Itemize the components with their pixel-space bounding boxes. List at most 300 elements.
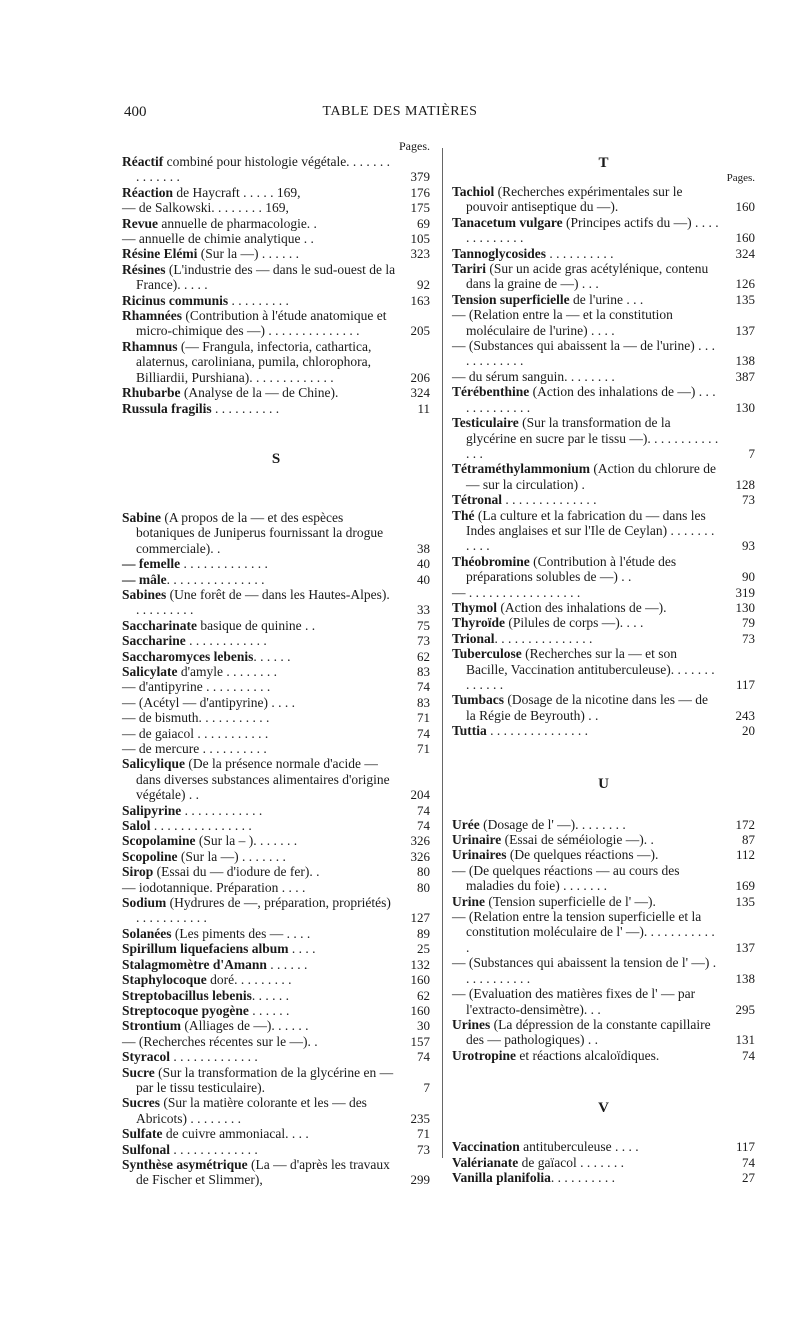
entry-term: Urotropine bbox=[452, 1047, 516, 1063]
entry-page-number: 299 bbox=[410, 1172, 430, 1188]
entry-page-number: 20 bbox=[742, 723, 755, 739]
index-entry bbox=[452, 817, 755, 832]
entry-text: (Sur la matière colorante et les — des Abricots) . . . . . . . . bbox=[136, 1095, 367, 1126]
entry-text: . . . . . . . . . . . . . bbox=[170, 1141, 258, 1157]
entry-page-number: 135 bbox=[735, 291, 755, 307]
entry-text: — iodotannique. Préparation . . . . bbox=[122, 879, 306, 895]
index-entry bbox=[452, 292, 755, 307]
entry-text: . . . . . . bbox=[248, 1002, 290, 1018]
index-entry bbox=[122, 1142, 430, 1157]
index-entry bbox=[122, 154, 430, 185]
entry-term: Tuttia bbox=[452, 723, 487, 739]
entry-text: . . . . . . . . . . . . . . . bbox=[166, 571, 265, 587]
entry-page-number: 33 bbox=[417, 602, 430, 618]
entry-term: Solanées bbox=[122, 925, 172, 941]
entry-term: Résine Elémi bbox=[122, 246, 198, 262]
entry-term: Réactif bbox=[122, 154, 164, 169]
entry-text: (Action des inhalations de —) . . . . . . . . . . . . . bbox=[466, 384, 716, 415]
index-entry bbox=[452, 1155, 755, 1170]
entry-text: de gaïacol . . . . . . . bbox=[518, 1154, 624, 1170]
running-title: TABLE DES MATIÈRES bbox=[322, 104, 478, 119]
entry-term: Synthèse asymétrique bbox=[122, 1156, 248, 1172]
entry-text: (Essai du — d'iodure de fer). . bbox=[153, 864, 320, 880]
entry-text: . . . . . . . . . . . . . . . bbox=[494, 630, 593, 646]
entry-text: (De quelques réactions —). bbox=[506, 847, 659, 863]
entry-text: doré. . . . . . . . . bbox=[206, 972, 292, 988]
entry-page-number: 324 bbox=[410, 385, 430, 401]
entry-page-number: 137 bbox=[735, 939, 755, 955]
index-entry bbox=[122, 572, 430, 587]
entry-page-number: 132 bbox=[410, 956, 430, 972]
index-entry bbox=[122, 664, 430, 679]
entry-term: Sulfate bbox=[122, 1126, 163, 1142]
entry-term: Sucres bbox=[122, 1095, 161, 1111]
entry-text: — d'antipyrine . . . . . . . . . . bbox=[122, 679, 271, 695]
entry-page-number: 319 bbox=[735, 584, 755, 600]
index-entry bbox=[122, 1049, 430, 1064]
entry-text: (Alliages de —). . . . . . bbox=[181, 1018, 309, 1034]
entry-term: Trional bbox=[452, 630, 495, 646]
entry-term: Tannoglycosides bbox=[452, 245, 547, 261]
index-entry bbox=[122, 957, 430, 972]
entry-text: (Pilules de corps —). . . . bbox=[505, 615, 644, 631]
entry-term: Sabine bbox=[122, 509, 162, 525]
entry-page-number: 138 bbox=[735, 970, 755, 986]
index-entry bbox=[122, 1003, 430, 1018]
entry-page-number: 235 bbox=[410, 1110, 430, 1126]
entry-term: Sulfonal bbox=[122, 1141, 171, 1157]
entry-text: . . . . . . . . . . . . . bbox=[180, 556, 268, 572]
entry-term: Streptocoque pyogène bbox=[122, 1002, 249, 1018]
index-entry bbox=[122, 988, 430, 1003]
entry-page-number: 90 bbox=[742, 569, 755, 585]
entry-page-number: 83 bbox=[417, 663, 430, 679]
index-entry bbox=[452, 646, 755, 692]
entry-term: — femelle bbox=[122, 556, 181, 572]
entry-text: de cuivre ammoniacal. . . . bbox=[162, 1126, 309, 1142]
entry-page-number: 74 bbox=[417, 818, 430, 834]
entry-text: . . . . . . . . . . . . . . bbox=[502, 492, 597, 508]
index-entry bbox=[452, 184, 755, 215]
entry-term: Styracol bbox=[122, 1049, 170, 1065]
index-entry bbox=[122, 864, 430, 879]
entry-text: . . . . . . . . . . . . bbox=[185, 633, 267, 649]
entry-text: — de gaiacol . . . . . . . . . . . bbox=[122, 725, 269, 741]
index-entry bbox=[122, 926, 430, 941]
entry-page-number: 169 bbox=[735, 878, 755, 894]
running-header bbox=[0, 104, 800, 124]
entry-text: — . . . . . . . . . . . . . . . . . bbox=[452, 584, 581, 600]
entry-term: Saccharomyces lebenis bbox=[122, 648, 254, 664]
entry-text: (L'industrie des — dans le sud-ouest de la France). . . . . bbox=[136, 261, 396, 293]
index-entry bbox=[122, 895, 430, 926]
index-entry bbox=[452, 215, 755, 246]
entry-text: . . . . . . bbox=[253, 648, 291, 664]
index-entry bbox=[122, 710, 430, 725]
entry-page-number: 160 bbox=[410, 972, 430, 988]
entry-page-number: 11 bbox=[417, 400, 430, 416]
entry-page-number: 38 bbox=[417, 540, 430, 556]
entry-page-number: 80 bbox=[417, 864, 430, 880]
entry-term: Scopolamine bbox=[122, 833, 196, 849]
entry-text: (La dépression de la constante capillaire des — pathologiques) . . bbox=[466, 1016, 711, 1048]
entry-term: Tumbacs bbox=[452, 692, 505, 708]
index-entry bbox=[122, 401, 430, 416]
index-entry bbox=[452, 246, 755, 261]
entry-text: . . . . . . . . . . bbox=[211, 400, 280, 416]
s-entries bbox=[122, 510, 430, 1188]
entry-text: (— Frangula, infectoria, cathartica, alaternus, caroliniana, pumila, chlorophora, Billiardii, Purshiana). . . . . . . . . . . . . bbox=[136, 338, 372, 385]
index-entry bbox=[122, 941, 430, 956]
entry-page-number: 160 bbox=[735, 199, 755, 215]
entry-text: (Action du chlorure de — sur la circulation) . bbox=[466, 461, 716, 492]
pages-label-right: Pages. bbox=[726, 172, 755, 184]
entry-page-number: 30 bbox=[417, 1018, 430, 1034]
entry-page-number: 243 bbox=[735, 707, 755, 723]
entry-page-number: 326 bbox=[410, 833, 430, 849]
entry-text: — (Relation entre la tension superficielle et la constitution moléculaire de l' —). . . . . . . . . . . . bbox=[452, 909, 715, 955]
index-entry bbox=[122, 818, 430, 833]
t-entries bbox=[452, 184, 755, 739]
index-entry bbox=[122, 633, 430, 648]
entry-term: Rhamnus bbox=[122, 338, 178, 354]
entry-page-number: 160 bbox=[410, 1002, 430, 1018]
entry-page-number: 62 bbox=[417, 648, 430, 664]
entry-page-number: 71 bbox=[417, 741, 430, 756]
entry-page-number: 74 bbox=[417, 725, 430, 741]
entry-term: Vanilla planifolia bbox=[452, 1169, 551, 1185]
index-entry bbox=[452, 986, 755, 1017]
index-entry bbox=[452, 894, 755, 909]
index-entry bbox=[122, 741, 430, 756]
index-entry bbox=[452, 832, 755, 847]
index-entry bbox=[122, 200, 430, 215]
r-entries bbox=[122, 154, 430, 416]
entry-text: (La culture et la fabrication du — dans les Indes anglaises et sur l'Ile de Ceylan) . . . . . . . . . . . bbox=[466, 507, 715, 554]
entry-page-number: 73 bbox=[742, 492, 755, 508]
entry-page-number: 135 bbox=[735, 893, 755, 909]
index-entry bbox=[122, 972, 430, 987]
u-entries bbox=[452, 817, 755, 1064]
index-entry bbox=[452, 585, 755, 600]
entry-term: Salicylate bbox=[122, 663, 178, 679]
entry-term: Térébenthine bbox=[452, 384, 530, 400]
index-entry bbox=[122, 1157, 430, 1188]
entry-page-number: 175 bbox=[410, 200, 430, 216]
index-entry bbox=[452, 554, 755, 585]
entry-text: — (Recherches récentes sur le —). . bbox=[122, 1033, 318, 1049]
entry-page-number: 204 bbox=[410, 787, 430, 803]
entry-term: Russula fragilis bbox=[122, 400, 212, 416]
entry-term: Théobromine bbox=[452, 553, 530, 569]
index-entry bbox=[452, 1017, 755, 1048]
entry-page-number: 138 bbox=[735, 353, 755, 369]
index-entry bbox=[122, 880, 430, 895]
index-entry bbox=[452, 1048, 755, 1063]
entry-term: Réaction bbox=[122, 184, 173, 200]
entry-text: (Action des inhalations de —). bbox=[497, 599, 667, 615]
entry-text: basique de quinine . . bbox=[197, 617, 316, 633]
entry-page-number: 205 bbox=[410, 323, 430, 339]
entry-text: . . . . . . . . . . . . . . . bbox=[486, 723, 589, 739]
entry-page-number: 73 bbox=[742, 630, 755, 646]
entry-text: (Les piments des — . . . . bbox=[171, 925, 311, 941]
entry-page-number: 323 bbox=[410, 246, 430, 262]
entry-page-number: 74 bbox=[417, 1049, 430, 1065]
entry-text: d'amyle . . . . . . . . bbox=[177, 663, 278, 679]
entry-text: (Hydrures de —, préparation, propriétés) . . . . . . . . . . . bbox=[136, 895, 391, 926]
entry-term: Urines bbox=[452, 1016, 491, 1032]
entry-text: (Sur la – ). . . . . . . bbox=[195, 833, 298, 849]
index-entry bbox=[122, 185, 430, 200]
entry-term: Tachiol bbox=[452, 184, 495, 199]
index-entry bbox=[452, 863, 755, 894]
index-entry bbox=[452, 415, 755, 461]
entry-text: — de bismuth. . . . . . . . . . . bbox=[122, 710, 270, 726]
entry-term: Tuberculose bbox=[452, 646, 522, 662]
entry-text: — (Evaluation des matières fixes de l' — par l'extracto-densimètre). . . bbox=[452, 986, 696, 1017]
index-entry bbox=[122, 385, 430, 400]
entry-page-number: 128 bbox=[735, 476, 755, 492]
entry-page-number: 324 bbox=[735, 245, 755, 261]
entry-term: Salicylique bbox=[122, 756, 186, 772]
entry-term: Ricinus communis bbox=[122, 292, 229, 308]
entry-text: — (Acétyl — d'antipyrine) . . . . bbox=[122, 694, 296, 710]
index-entry bbox=[122, 339, 430, 385]
entry-page-number: 40 bbox=[417, 556, 430, 572]
entry-text: . . . . . . . . . . . . . . . bbox=[150, 818, 252, 834]
entry-text: — annuelle de chimie analytique . . bbox=[122, 231, 314, 247]
pages-label: Pages. bbox=[399, 139, 430, 153]
entry-text: (Une forêt de — dans les Hautes-Alpes). . . . . . . . . . bbox=[136, 586, 390, 618]
index-entry bbox=[122, 556, 430, 571]
entry-term: Urée bbox=[452, 816, 480, 832]
entry-text: — (Substances qui abaissent la tension de l' —) . . . . . . . . . . . bbox=[452, 955, 717, 986]
entry-text: — (Substances qui abaissent la — de l'urine) . . . . . . . . . . . . bbox=[452, 338, 715, 369]
index-entry bbox=[452, 615, 755, 630]
index-entry bbox=[122, 1126, 430, 1141]
entry-page-number: 157 bbox=[410, 1033, 430, 1049]
entry-text: (Sur un acide gras acétylénique, contenu dans la graine de —) . . . bbox=[466, 261, 709, 292]
entry-page-number: 127 bbox=[410, 910, 430, 926]
entry-term: Tétronal bbox=[452, 492, 502, 508]
index-entry bbox=[122, 849, 430, 864]
entry-text: annuelle de pharmacologie. . bbox=[158, 215, 317, 231]
entry-term: Stalagmomètre d'Amann bbox=[122, 956, 267, 972]
index-entry bbox=[122, 833, 430, 848]
index-entry bbox=[122, 246, 430, 261]
entry-page-number: 160 bbox=[735, 230, 755, 246]
index-entry bbox=[122, 726, 430, 741]
index-entry bbox=[122, 262, 430, 293]
entry-text: . . . . . . . . . . bbox=[550, 1169, 616, 1185]
entry-page-number: 137 bbox=[735, 322, 755, 338]
entry-text: et réactions alcaloïdiques. bbox=[516, 1047, 660, 1063]
entry-page-number: 7 bbox=[423, 1079, 430, 1095]
entry-text: (Dosage de la nicotine dans les — de la Régie de Beyrouth) . . bbox=[466, 692, 708, 723]
entry-text: (Analyse de la — de Chine). bbox=[180, 385, 339, 401]
entry-text: (Sur la transformation de la glycérine en — par le tissu testiculaire). bbox=[136, 1064, 394, 1095]
index-entry bbox=[452, 492, 755, 507]
entry-text: (Recherches expérimentales sur le pouvoir antiseptique du —). bbox=[466, 184, 683, 215]
index-entry bbox=[122, 1018, 430, 1033]
right-column bbox=[452, 138, 755, 1185]
page-number: 400 bbox=[124, 104, 147, 120]
index-entry bbox=[122, 231, 430, 246]
left-column bbox=[122, 138, 430, 1188]
entry-page-number: 131 bbox=[735, 1032, 755, 1048]
entry-text: (Sur la transformation de la glycérine en sucre par le tissu —). . . . . . . . . . . . . . bbox=[466, 415, 719, 461]
entry-text: (De la présence normale d'acide — dans diverses substances alimentaires d'origine végétale) . . bbox=[136, 756, 390, 803]
entry-page-number: 25 bbox=[417, 941, 430, 957]
index-entry bbox=[122, 293, 430, 308]
entry-text: — du sérum sanguin. . . . . . . . bbox=[452, 368, 615, 384]
entry-text: (Sur la —) . . . . . . bbox=[197, 246, 299, 262]
entry-page-number: 71 bbox=[417, 1126, 430, 1142]
entry-text: . . . . bbox=[288, 941, 316, 957]
entry-text: de l'urine . . . bbox=[569, 291, 644, 307]
index-entry bbox=[122, 679, 430, 694]
entry-text: (Essai de séméiologie —). . bbox=[501, 832, 654, 848]
entry-page-number: 172 bbox=[735, 816, 755, 832]
entry-page-number: 387 bbox=[735, 368, 755, 384]
entry-page-number: 69 bbox=[417, 215, 430, 231]
entry-text: (La — d'après les travaux de Fischer et Slimmer), bbox=[136, 1156, 390, 1188]
index-entry bbox=[122, 695, 430, 710]
entry-page-number: 89 bbox=[417, 925, 430, 941]
entry-page-number: 92 bbox=[417, 277, 430, 293]
index-entry bbox=[122, 510, 430, 556]
entry-page-number: 117 bbox=[735, 1139, 755, 1155]
index-entry bbox=[452, 307, 755, 338]
entry-text: combiné pour histologie végétale. . . . . . . . . . . . . . bbox=[136, 154, 391, 185]
column-divider bbox=[442, 148, 443, 1158]
entry-page-number: 74 bbox=[742, 1154, 755, 1170]
entry-term: Sirop bbox=[122, 864, 154, 880]
entry-term: Urinaire bbox=[452, 832, 502, 848]
entry-term: Saccharinate bbox=[122, 617, 197, 633]
entry-text: (Principes actifs du —) . . . . . . . . . . . . . bbox=[466, 214, 719, 246]
entry-page-number: 83 bbox=[417, 694, 430, 710]
entry-page-number: 79 bbox=[742, 615, 755, 631]
entry-page-number: 326 bbox=[410, 848, 430, 864]
index-entry bbox=[452, 338, 755, 369]
index-entry bbox=[452, 631, 755, 646]
entry-page-number: 74 bbox=[417, 679, 430, 695]
entry-term: Résines bbox=[122, 261, 166, 277]
entry-term: Saccharine bbox=[122, 633, 186, 649]
index-entry bbox=[122, 308, 430, 339]
entry-term: Staphylocoque bbox=[122, 972, 207, 988]
entry-text: (Contribution à l'étude anatomique et micro-chimique des —) . . . . . . . . . . . . . . bbox=[136, 308, 387, 339]
entry-page-number: 130 bbox=[735, 599, 755, 615]
index-entry bbox=[122, 1065, 430, 1096]
section-letter-v: V bbox=[598, 1100, 609, 1117]
entry-term: Valérianate bbox=[452, 1154, 519, 1170]
index-entry bbox=[452, 692, 755, 723]
entry-page-number: 93 bbox=[742, 538, 755, 554]
entry-text: (Contribution à l'étude des préparations solubles de —) . . bbox=[466, 553, 677, 585]
index-entry bbox=[452, 1170, 755, 1185]
entry-page-number: 130 bbox=[735, 399, 755, 415]
entry-term: Revue bbox=[122, 215, 158, 231]
entry-term: Tariri bbox=[452, 261, 487, 277]
entry-page-number: 40 bbox=[417, 571, 430, 587]
index-entry bbox=[122, 803, 430, 818]
entry-term: Tétraméthylammonium bbox=[452, 461, 590, 477]
entry-page-number: 117 bbox=[735, 677, 755, 692]
entry-term: Tanacetum vulgare bbox=[452, 214, 563, 230]
entry-term: Salipyrine bbox=[122, 802, 182, 818]
entry-page-number: 176 bbox=[410, 184, 430, 200]
index-entry bbox=[122, 618, 430, 633]
entry-page-number: 105 bbox=[410, 231, 430, 247]
index-entry bbox=[452, 847, 755, 862]
index-entry bbox=[452, 1139, 755, 1154]
index-entry bbox=[452, 369, 755, 384]
entry-text: — de mercure . . . . . . . . . . bbox=[122, 741, 267, 756]
entry-text: (Recherches sur la — et son Bacille, Vaccination antituberculeuse). . . . . . . . . . . . . bbox=[466, 646, 715, 692]
entry-term: Urinaires bbox=[452, 847, 507, 863]
index-entry bbox=[452, 723, 755, 738]
entry-text: de Haycraft . . . . . 169, bbox=[173, 184, 301, 200]
entry-page-number: 71 bbox=[417, 710, 430, 726]
entry-page-number: 379 bbox=[410, 169, 430, 185]
entry-page-number: 73 bbox=[417, 1141, 430, 1157]
section-letter-t: T bbox=[598, 155, 609, 171]
section-letter-u: U bbox=[598, 775, 609, 792]
entry-text: (Dosage de l' —). . . . . . . . bbox=[479, 816, 626, 832]
index-entry bbox=[452, 384, 755, 415]
entry-text: . . . . . . . . . . . . . bbox=[170, 1049, 258, 1065]
entry-page-number: 163 bbox=[410, 292, 430, 308]
entry-term: Strontium bbox=[122, 1018, 182, 1034]
entry-text: . . . . . . bbox=[251, 987, 290, 1003]
v-entries bbox=[452, 1139, 755, 1185]
entry-term: Rhamnées bbox=[122, 308, 182, 324]
entry-term: Urine bbox=[452, 893, 485, 909]
entry-page-number: 112 bbox=[735, 847, 755, 863]
entry-text: (A propos de la — et des espèces botaniques de Juniperus fournissant la drogue commerciale). . bbox=[136, 509, 384, 556]
entry-text: . . . . . . bbox=[266, 956, 308, 972]
entry-text: — (Relation entre la — et la constitution moléculaire de l'urine) . . . . bbox=[452, 307, 673, 338]
entry-text: (Sur la —) . . . . . . . bbox=[177, 848, 286, 864]
index-entry bbox=[122, 1034, 430, 1049]
entry-term: Spirillum liquefaciens album bbox=[122, 941, 289, 957]
entry-text: — (De quelques réactions — au cours des maladies du foie) . . . . . . . bbox=[452, 862, 680, 894]
entry-term: Thymol bbox=[452, 599, 498, 615]
entry-term: Salol bbox=[122, 818, 151, 834]
section-letter-s: S bbox=[271, 450, 281, 467]
index-entry bbox=[452, 461, 755, 492]
entry-term: — mâle bbox=[122, 571, 167, 587]
entry-term: Sucre bbox=[122, 1064, 155, 1080]
entry-page-number: 7 bbox=[748, 445, 755, 461]
entry-page-number: 87 bbox=[742, 832, 755, 848]
entry-text: . . . . . . . . . . bbox=[546, 245, 614, 261]
entry-text: — de Salkowski. . . . . . . . 169, bbox=[122, 200, 289, 216]
entry-page-number: 126 bbox=[735, 276, 755, 292]
entry-term: Thyroïde bbox=[452, 615, 506, 631]
entry-text: . . . . . . . . . bbox=[228, 292, 289, 308]
entry-term: Thé bbox=[452, 507, 475, 523]
index-entry bbox=[452, 600, 755, 615]
entry-text: (Tension superficielle de l' —). bbox=[485, 893, 656, 909]
index-entry bbox=[452, 261, 755, 292]
index-entry bbox=[452, 909, 755, 955]
entry-term: Sodium bbox=[122, 895, 167, 911]
entry-page-number: 74 bbox=[417, 802, 430, 818]
